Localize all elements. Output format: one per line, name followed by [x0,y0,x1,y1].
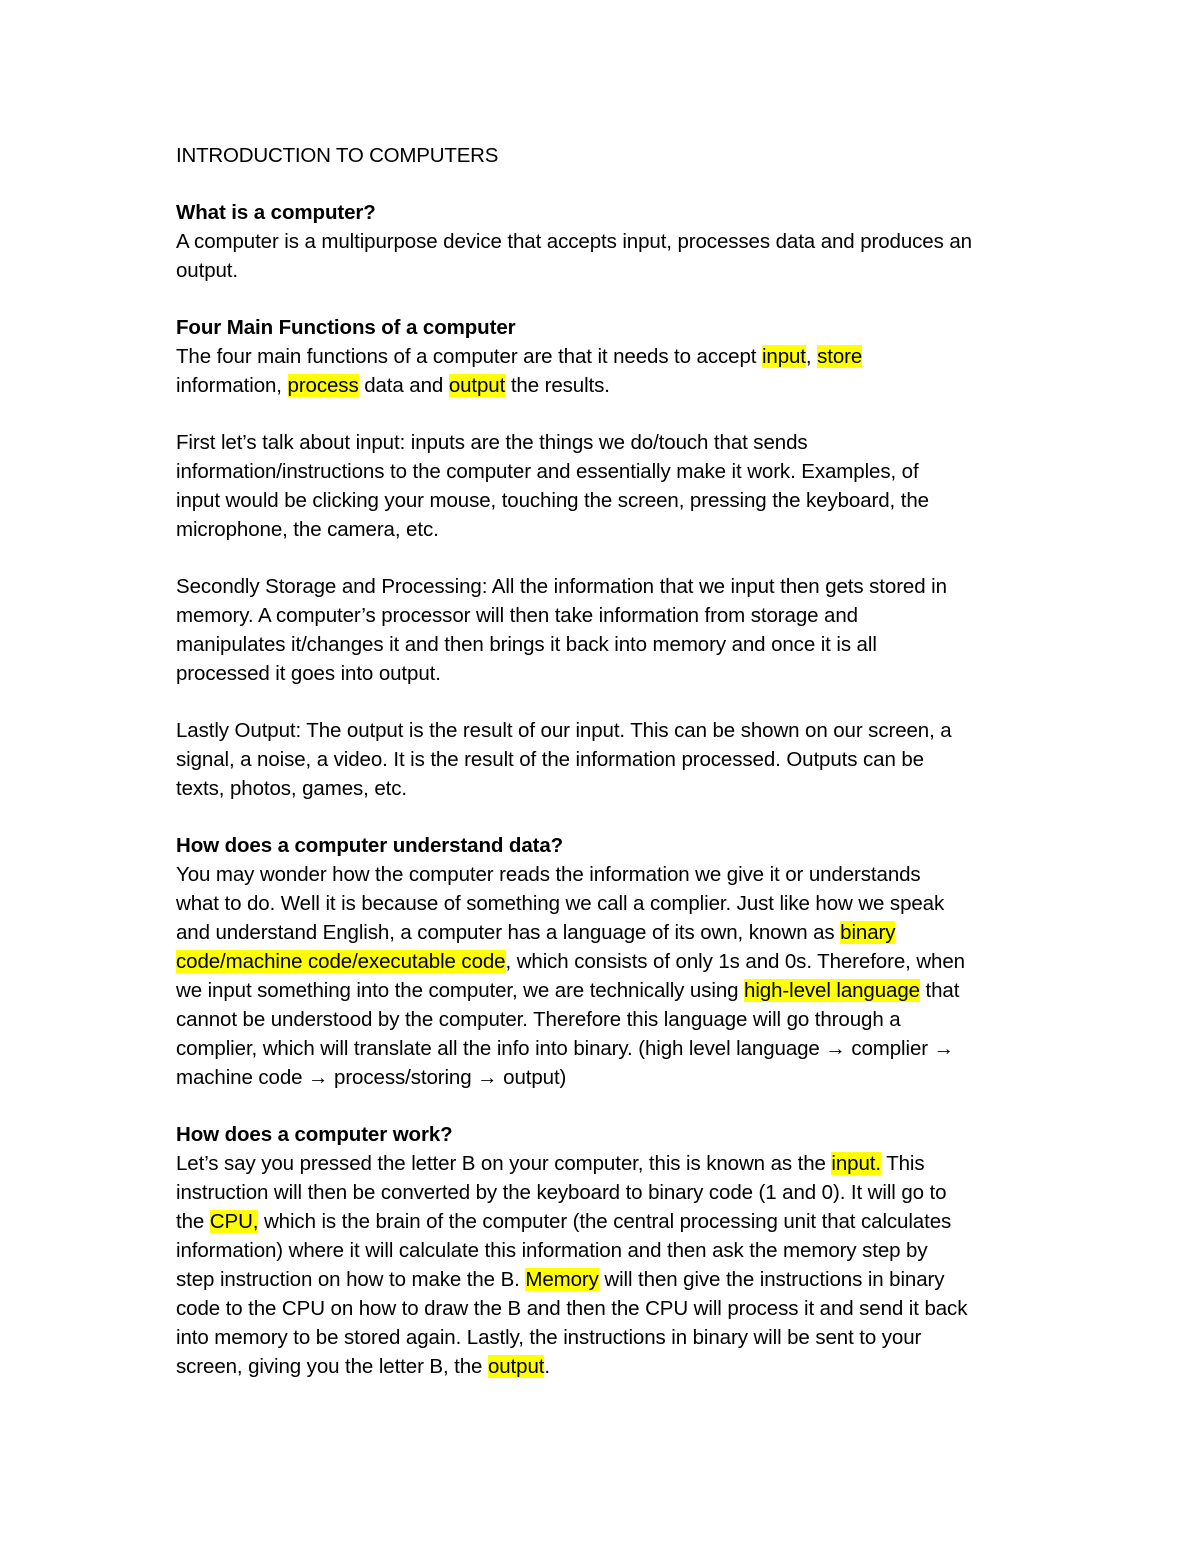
highlighted-term: binary [840,921,896,944]
text-line [176,1149,1036,1178]
text-line [176,947,1036,976]
text-run: code to the CPU on how to draw the B and then the CPU will process it and send it back [176,1297,968,1320]
text-line [176,1265,1036,1294]
text-line [176,515,1036,544]
text-line [176,1294,1036,1323]
section-heading: What is a computer? [176,201,376,224]
highlighted-term: code/machine code/executable code [176,950,506,973]
text-line [176,1005,1036,1034]
text-run: . [544,1355,550,1378]
highlighted-term: CPU, [209,1210,259,1233]
text-line [176,716,1036,745]
text-line [176,860,1036,889]
text-line [176,256,1036,285]
text-run: Let’s say you pressed the letter B on your computer, this is known as the [176,1152,832,1175]
text-run: cannot be understood by the computer. Therefore this language will go through a [176,1008,901,1031]
paragraph-spacer [176,688,1036,716]
text-line [176,428,1036,457]
text-run: machine code [176,1066,309,1089]
text-run: memory. A computer’s processor will then take information from storage and [176,604,858,627]
text-line [176,774,1036,803]
text-run: and understand English, a computer has a language of its own, known as [176,921,841,944]
text-run: , [805,345,818,368]
text-run: information) where it will calculate this information and then ask the memory step by [176,1239,928,1262]
text-run: instruction will then be converted by the keyboard to binary code (1 and 0). It will go to [176,1181,947,1204]
text-run: that [919,979,960,1002]
text-line [176,457,1036,486]
text-line [176,1178,1036,1207]
text-line [176,1063,1036,1092]
text-run: Lastly Output: The output is the result of our input. This can be shown on our screen, a [176,719,952,742]
text-line [176,659,1036,688]
text-run: output. [176,259,238,282]
text-run: , which consists of only 1s and 0s. Therefore, when [505,950,965,973]
text-line [176,889,1036,918]
paragraph-spacer [176,803,1036,831]
text-line [176,1352,1036,1381]
text-run: complier [845,1037,934,1060]
paragraph-spacer [176,400,1036,428]
highlighted-term: output [448,374,506,397]
text-run: First let’s talk about input: inputs are the things we do/touch that sends [176,431,808,454]
text-line [176,572,1036,601]
section [176,313,1036,400]
highlighted-term: store [817,345,863,368]
text-run: complier, which will translate all the info into binary. (high level language [176,1037,826,1060]
text-run: This [880,1152,925,1175]
text-run: process/storing [328,1066,478,1089]
text-line [176,918,1036,947]
right-arrow-icon: → [825,1037,846,1060]
text-run: manipulates it/changes it and then brings it back into memory and once it is all [176,633,877,656]
section [176,572,1036,688]
text-run: the results. [505,374,610,397]
text-run: microphone, the camera, etc. [176,518,439,541]
highlighted-term: high-level language [744,979,920,1002]
section-heading: How does a computer understand data? [176,834,564,857]
text-line [176,1207,1036,1236]
text-run: screen, giving you the letter B, the [176,1355,488,1378]
text-line [176,1236,1036,1265]
document-body [176,141,1036,1381]
text-line [176,342,1036,371]
text-run: step instruction on how to make the B. [176,1268,526,1291]
text-run: we input something into the computer, we are technically using [176,979,745,1002]
text-run: the [176,1210,210,1233]
text-run: You may wonder how the computer reads the information we give it or understands [176,863,921,886]
section [176,1120,1036,1381]
text-run: what to do. Well it is because of something we call a complier. Just like how we speak [176,892,945,915]
highlighted-term: process [287,374,359,397]
section [176,428,1036,544]
paragraph-spacer [176,285,1036,313]
right-arrow-icon: → [933,1037,954,1060]
highlighted-term: output [487,1355,545,1378]
text-run: data and [358,374,449,397]
text-line [176,486,1036,515]
text-line [176,976,1036,1005]
paragraph-spacer [176,1092,1036,1120]
document-title: INTRODUCTION TO COMPUTERS [176,144,499,167]
section-heading: Four Main Functions of a computer [176,316,516,339]
text-run: output) [497,1066,567,1089]
text-run: texts, photos, games, etc. [176,777,407,800]
text-line [176,630,1036,659]
text-run: signal, a noise, a video. It is the result of the information processed. Outputs can be [176,748,924,771]
paragraph-spacer [176,170,1036,198]
section [176,198,1036,285]
text-line [176,1034,1036,1063]
text-line [176,745,1036,774]
text-run: will then give the instructions in binary [598,1268,945,1291]
text-run: A computer is a multipurpose device that accepts input, processes data and produces an [176,230,972,253]
text-run: The four main functions of a computer are that it needs to accept [176,345,762,368]
text-run: information/instructions to the computer and essentially make it work. Examples, of [176,460,919,483]
section [176,831,1036,1092]
highlighted-term: input [761,345,806,368]
text-run: which is the brain of the computer (the central processing unit that calculates [258,1210,952,1233]
text-run: information, [176,374,288,397]
text-line [176,601,1036,630]
section-heading: How does a computer work? [176,1123,453,1146]
text-run: into memory to be stored again. Lastly, the instructions in binary will be sent to your [176,1326,922,1349]
text-run: input would be clicking your mouse, touching the screen, pressing the keyboard, the [176,489,929,512]
section [176,716,1036,803]
text-line [176,371,1036,400]
right-arrow-icon: → [477,1066,498,1089]
text-run: Secondly Storage and Processing: All the information that we input then gets stored in [176,575,947,598]
right-arrow-icon: → [308,1066,329,1089]
highlighted-term: input. [831,1152,881,1175]
paragraph-spacer [176,544,1036,572]
text-run: processed it goes into output. [176,662,441,685]
highlighted-term: Memory [525,1268,599,1291]
text-line [176,1323,1036,1352]
text-line [176,227,1036,256]
